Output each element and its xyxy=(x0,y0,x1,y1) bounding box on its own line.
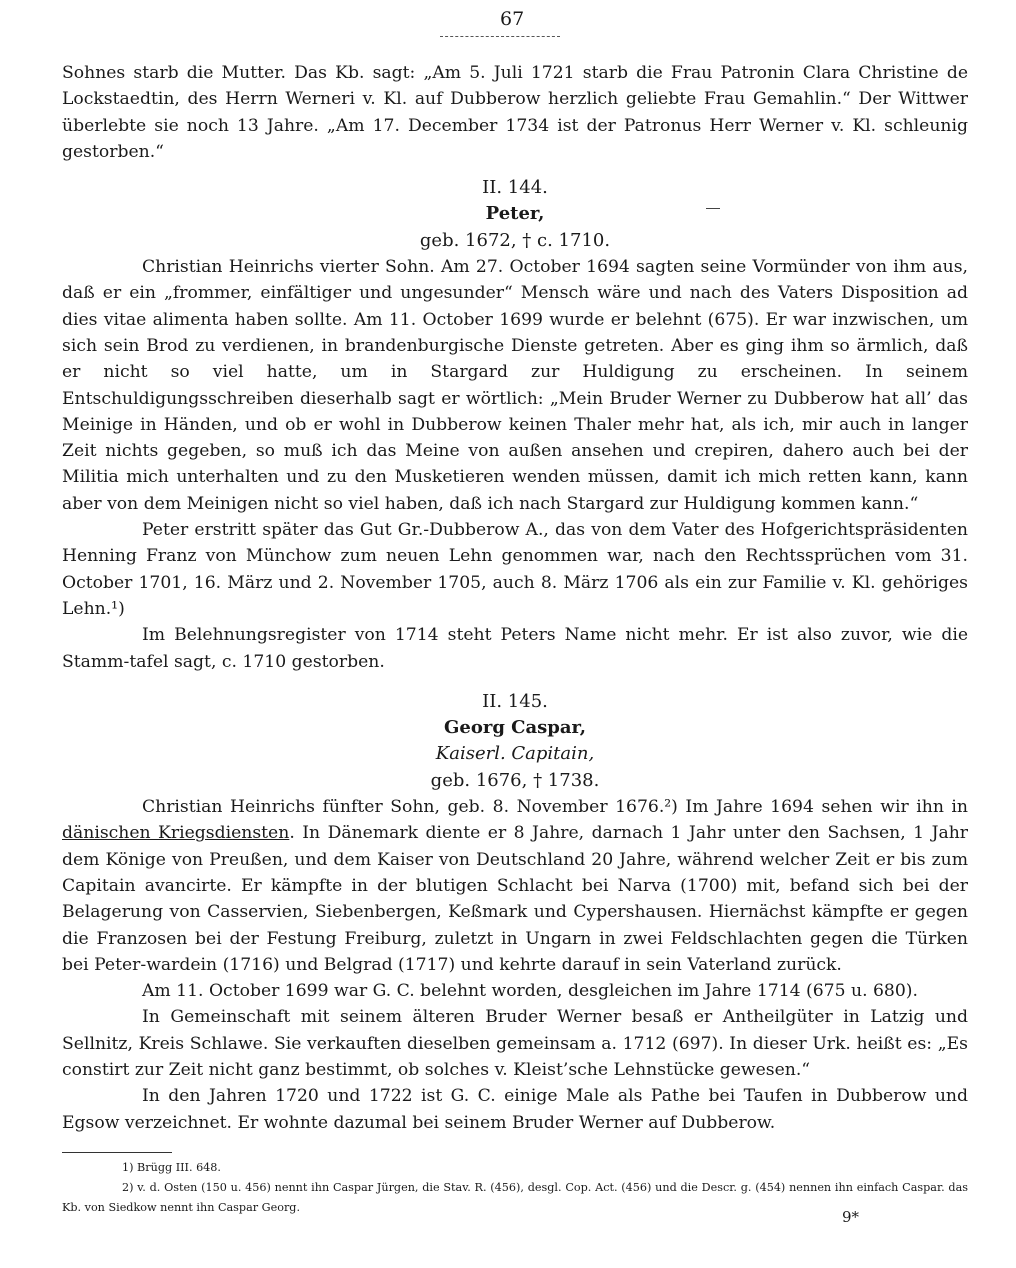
section-145-name: Georg Caspar, xyxy=(444,717,586,739)
section-144-number: II. 144. xyxy=(482,177,548,199)
section-145-paragraph-2: Am 11. October 1699 war G. C. belehnt worden, desgleichen im Jahre 1714 (675 u. 680). xyxy=(142,981,918,1002)
section-144-name: Peter, xyxy=(485,203,545,225)
section-145-paragraph-3: In Gemeinschaft mit seinem älteren Bruder Werner besaß er Antheilgüter in Latzig und Sellnitz, Kreis Schlawe. Sie verkauften dieselben gemeinsam a. 1712 (697). In dieser Urk. heißt es: „Es constirt zur Zeit nicht ganz bestimmt, ob solches v. Kleist’sche Lehnstücke gewesen.“ xyxy=(62,1007,968,1080)
section-144-paragraph-2: Peter erstritt später das Gut Gr.-Dubberow A., das von dem Vater des Hofgerichtspräsidenten Henning Franz von Münchow zum neuen Lehn genommen war, nach den Rechtssprüchen vom 31. October 1701, 16. März und 2. November 1705, auch 8. März 1706 als ein zur Familie v. Kl. gehöriges Lehn.¹) xyxy=(62,520,968,619)
footnote-rule xyxy=(62,1152,172,1153)
paragraph-text-start: Christian Heinrichs fünfter Sohn, geb. 8. November 1676.²) Im Jahre 1694 sehen wir ihn in xyxy=(142,797,968,818)
section-145-title: Kaiserl. Capitain, xyxy=(435,743,595,765)
paragraph-text-rest: . In Dänemark diente er 8 Jahre, darnach 1 Jahr unter den Sachsen, 1 Jahr dem Könige von Preußen, und dem Kaiser von Deutschland 20 Jahre, während welcher Zeit er bis zum Capitain avancirte. Er kämpfte in der blutigen Schlacht bei Narva (1700) mit, befand sich bei der Belagerung von Casservien, Siebenbergen, Keßmark und Cypershausen. Hiernächst kämpfte er gegen die Franzosen bei der Festung Freiburg, zuletzt in Ungarn in zwei Feldschlachten gegen die Türken bei Peter-wardein (1716) und Belgrad (1717) und kehrte darauf in sein Vaterland zurück. xyxy=(62,823,968,975)
page-body xyxy=(62,60,968,1136)
section-144-paragraph-1: Christian Heinrichs vierter Sohn. Am 27. October 1694 sagten seine Vormünder von ihm aus, daß er ein „frommer, einfältiger und ungesunder“ Mensch wäre und nach des Vaters Disposition ad dies vitae alimenta haben sollte. Am 11. October 1699 wurde er belehnt (675). Er war inzwischen, um sich sein Brod zu verdienen, in brandenburgische Dienste getreten. Aber es ging ihm so ärmlich, daß er nicht so viel hatte, um in Stargard zur Huldigung zu erscheinen. In seinem Entschuldigungsschreiben dieserhalb sagt er wörtlich: „Mein Bruder Werner zu Dubberow hat all’ das Meinige in Händen, und ob er wohl in Dubberow keinen Thaler mehr hat, als ich, mir auch in langer Zeit nichts gegeben, so muß ich das Meine von außen ansehen und crepiren, dahero auch bei der Militia mich unterhalten und zu den Musketieren wenden müssen, damit ich mich retten kann, kann aber von dem Meinigen nicht so viel haben, daß ich nach Stargard zur Huldigung kommen kann.“ xyxy=(62,257,968,514)
signature-mark: 9* xyxy=(842,1208,860,1226)
section-145-paragraph-4: In den Jahren 1720 und 1722 ist G. C. einige Male als Pathe bei Taufen in Dubberow und Egsow verzeichnet. Er wohnte dazumal bei seinem Bruder Werner auf Dubberow. xyxy=(62,1086,968,1133)
footnote-1: 1) Brügg III. 648. xyxy=(122,1161,221,1174)
page-number: 67 xyxy=(500,8,525,30)
section-144-dates: geb. 1672, † c. 1710. xyxy=(419,229,611,251)
footnotes xyxy=(62,1158,968,1218)
footnote-2: 2) v. d. Osten (150 u. 456) nennt ihn Caspar Jürgen, die Stav. R. (456), desgl. Cop. Act. (456) und die Descr. g. (454) nennen ihn einfach Caspar. das Kb. von Siedkow nennt ihn Caspar Georg. xyxy=(62,1181,968,1214)
section-144-paragraph-3: Im Belehnungsregister von 1714 steht Peters Name nicht mehr. Er ist also zuvor, wie die Stamm-tafel sagt, c. 1710 gestorben. xyxy=(62,625,968,672)
page-number-rule xyxy=(440,36,560,37)
section-145-number: II. 145. xyxy=(482,690,548,712)
section-145-paragraph-1 xyxy=(62,794,968,978)
paragraph-continuation: Sohnes starb die Mutter. Das Kb. sagt: „Am 5. Juli 1721 starb die Frau Patronin Clara Christine de Lockstaedtin, des Herrn Werneri v. Kl. auf Dubberow herzlich geliebte Frau Gemahlin.“ Der Wittwer überlebte sie noch 13 Jahre. „Am 17. December 1734 ist der Patronus Herr Werner v. Kl. schleunig gestorben.“ xyxy=(62,63,968,162)
underlined-phrase: dänischen Kriegsdiensten xyxy=(62,823,290,844)
section-145-dates: geb. 1676, † 1738. xyxy=(430,769,600,791)
